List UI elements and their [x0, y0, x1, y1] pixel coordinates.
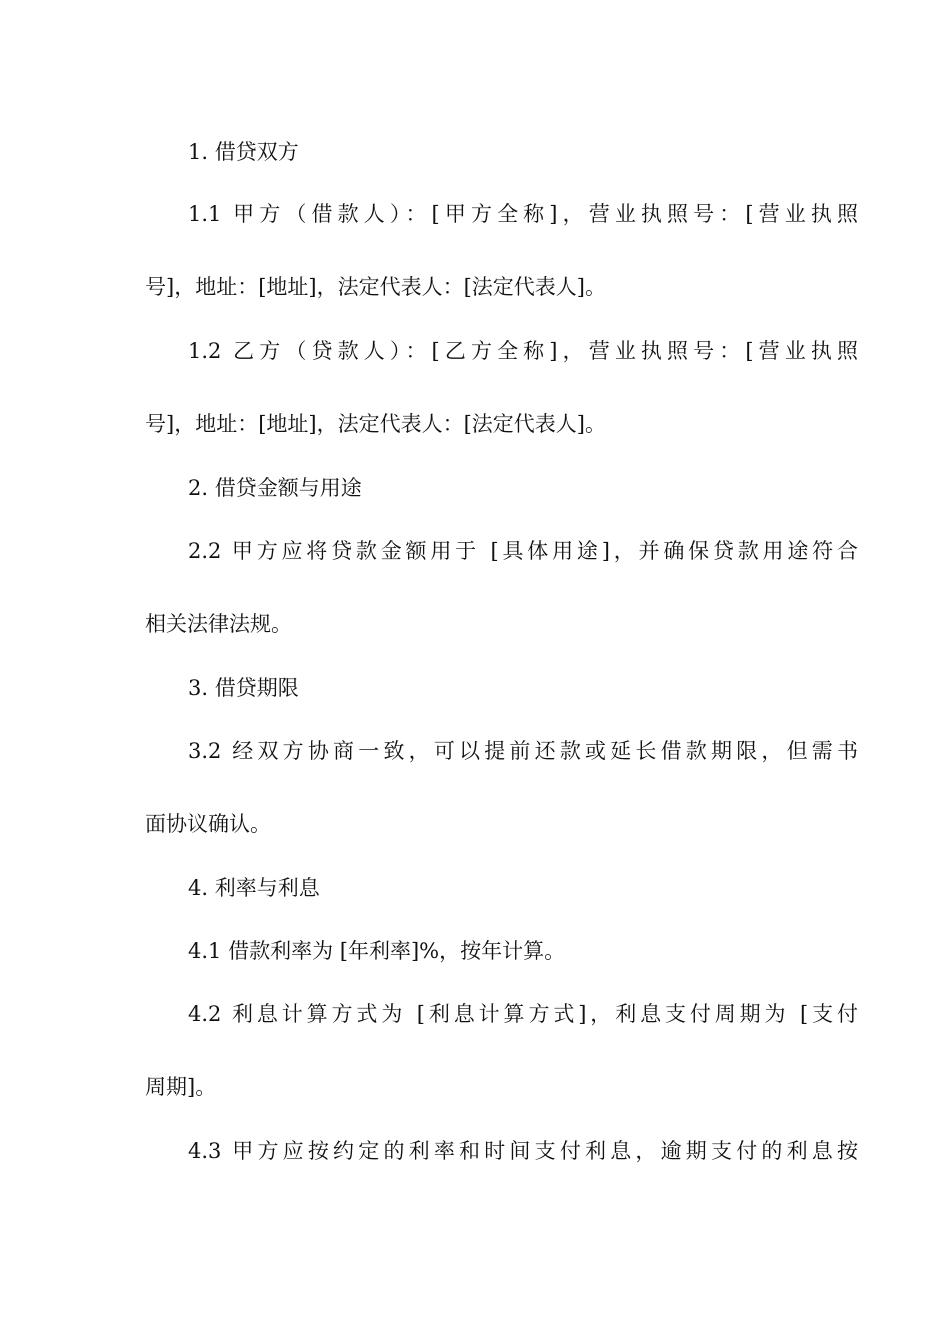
clause-3-2-line-1: 3.2 经双方协商一致，可以提前还款或延长借款期限，但需书	[188, 739, 858, 763]
clause-1-2-line-1: 1.2 乙方（贷款人）：[乙方全称]，营业执照号：[营业执照	[188, 339, 858, 363]
clause-4-3-line-1: 4.3 甲方应按约定的利率和时间支付利息，逾期支付的利息按	[188, 1139, 858, 1163]
section-heading-1: 1. 借贷双方	[188, 140, 299, 164]
clause-2-2-line-2: 相关法律法规。	[145, 612, 292, 636]
clause-2-2-line-1: 2.2 甲方应将贷款金额用于 [具体用途]，并确保贷款用途符合	[188, 539, 858, 563]
clause-3-2-line-2: 面协议确认。	[145, 812, 271, 836]
clause-4-1: 4.1 借款利率为 [年利率]%，按年计算。	[188, 939, 566, 963]
clause-1-1-line-1: 1.1 甲方（借款人）：[甲方全称]，营业执照号：[营业执照	[188, 202, 858, 226]
section-heading-2: 2. 借贷金额与用途	[188, 476, 362, 500]
clause-1-1-line-2: 号]，地址：[地址]，法定代表人：[法定代表人]。	[145, 275, 606, 299]
section-heading-4: 4. 利率与利息	[188, 876, 320, 900]
clause-4-2-line-1: 4.2 利息计算方式为 [利息计算方式]，利息支付周期为 [支付	[188, 1002, 858, 1026]
clause-4-2-line-2: 周期]。	[145, 1075, 217, 1099]
clause-1-2-line-2: 号]，地址：[地址]，法定代表人：[法定代表人]。	[145, 412, 606, 436]
section-heading-3: 3. 借贷期限	[188, 676, 299, 700]
